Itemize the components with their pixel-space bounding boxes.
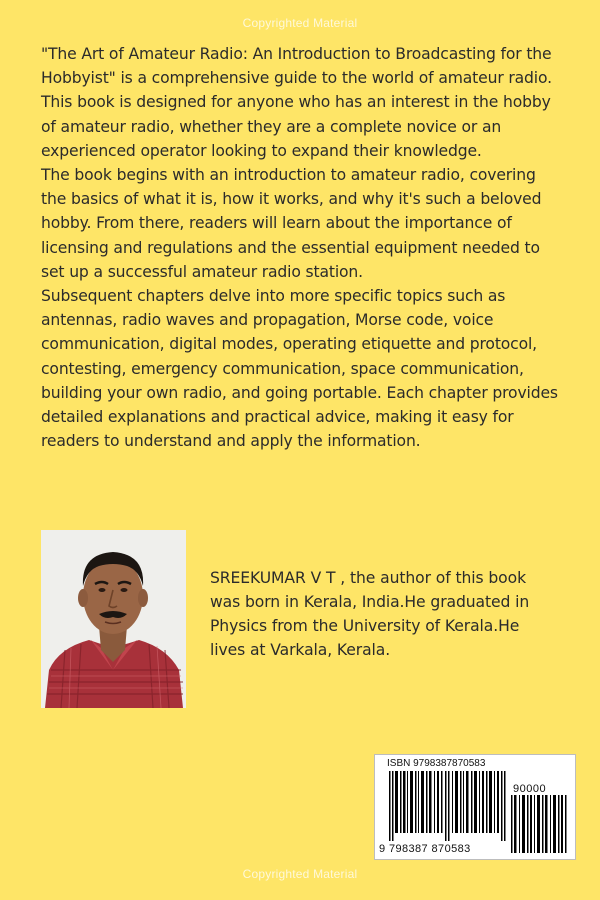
- barcode-digits: 9 798387 870583: [379, 843, 471, 855]
- description-paragraph-2: The book begins with an introduction to amateur radio, covering the basics of what it is, how it works, and why it's such a beloved hobby. From there, readers will learn about the importance of licensing and regulations and the essential equipment needed to set up a successful amateur radio station.: [41, 166, 542, 281]
- author-bio: SREEKUMAR V T , the author of this book was born in Kerala, India.He graduated in Physics from the University of Kerala.He lives at Varkala, Kerala.: [210, 569, 530, 659]
- book-description: [41, 42, 561, 453]
- addon-barcode-bars: [511, 795, 567, 853]
- isbn-label: ISBN 9798387870583: [387, 758, 486, 769]
- copyright-watermark-bottom: Copyrighted Material: [242, 867, 358, 881]
- description-paragraph-1: "The Art of Amateur Radio: An Introduction to Broadcasting for the Hobbyist" is a comprehensive guide to the world of amateur radio. This book is designed for anyone who has an interest in the hobby of amateur radio, whether they are a complete novice or an experienced operator looking to expand their knowledge.: [41, 45, 552, 160]
- author-photo: [41, 530, 186, 708]
- copyright-watermark-top: Copyrighted Material: [242, 16, 358, 30]
- description-paragraph-3: Subsequent chapters delve into more specific topics such as antennas, radio waves and propagation, Morse code, voice communication, digital modes, operating etiquette and protocol, contesting, emergency communication, space communication, building your own radio, and going portable. Each chapter provides detailed explanations and practical advice, making it easy for readers to understand and apply the information.: [41, 287, 558, 451]
- isbn-barcode: [374, 754, 576, 860]
- price-code: 90000: [513, 783, 547, 795]
- author-portrait-illustration: [41, 530, 186, 708]
- barcode-bars: [389, 771, 507, 841]
